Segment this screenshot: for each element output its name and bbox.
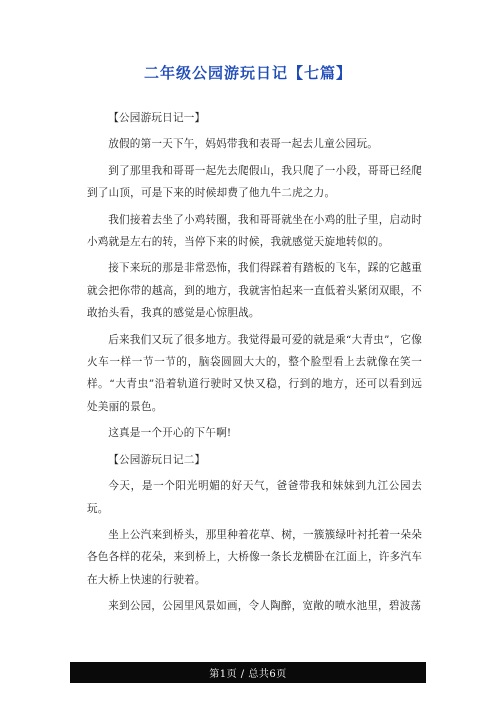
section-heading: 【公园游玩日记二】 <box>108 453 206 466</box>
page-footer-bar <box>70 662 426 683</box>
document-body <box>87 107 422 622</box>
paragraph: 放假的第一天下午，妈妈带我和表哥一起去儿童公园玩。 <box>108 138 379 151</box>
document-title: 二年级公园游玩日记【七篇】 <box>143 64 352 82</box>
paragraph: 今天，是一个阳光明媚的好天气，爸爸带我和妹妹到九江公园去玩。 <box>87 480 422 515</box>
paragraph: 坐上公汽来到桥头，那里种着花草、树，一簇簇绿叶衬托着一朵朵各色各样的花朵，来到桥上，大桥像一条长龙横卧在江面上，许多汽车在大桥上快速的行驶着。 <box>87 528 422 586</box>
paragraph: 接下来玩的那是非常恐怖，我们得踩着有踏板的飞车，踩的它越重就会把你带的越高，到的地方，我就害怕起来一直低着头紧闭双眼，不敢抬头看，我真的感觉是心惊胆战。 <box>87 262 422 320</box>
paragraph: 到了那里我和哥哥一起先去爬假山，我只爬了一小段，哥哥已经爬到了山顶，可是下来的时候却费了他九牛二虎之力。 <box>87 164 422 200</box>
page-number-label: 第1页 / 总共6页 <box>209 669 287 680</box>
section-heading: 【公园游玩日记一】 <box>108 112 206 124</box>
paragraph: 来到公园，公园里风景如画，令人陶醉，宽敞的喷水池里，碧波荡 <box>108 600 422 613</box>
paragraph: 这真是一个开心的下午啊! <box>108 427 232 440</box>
paragraph: 后来我们又玩了很多地方。我觉得最可爱的就是乘“大青虫”，它像火车一样一节一节的，脑袋圆圆大大的，整个脸型看上去就像在笑一样。“大青虫”沿着轨道行驶时又快又稳，行到的地方，还可以看到远处美丽的景色。 <box>87 333 422 413</box>
paragraph: 我们接着去坐了小鸡转圈，我和哥哥就坐在小鸡的肚子里，启动时小鸡就是左右的转，当停下来的时候，我就感觉天旋地转似的。 <box>87 213 422 249</box>
